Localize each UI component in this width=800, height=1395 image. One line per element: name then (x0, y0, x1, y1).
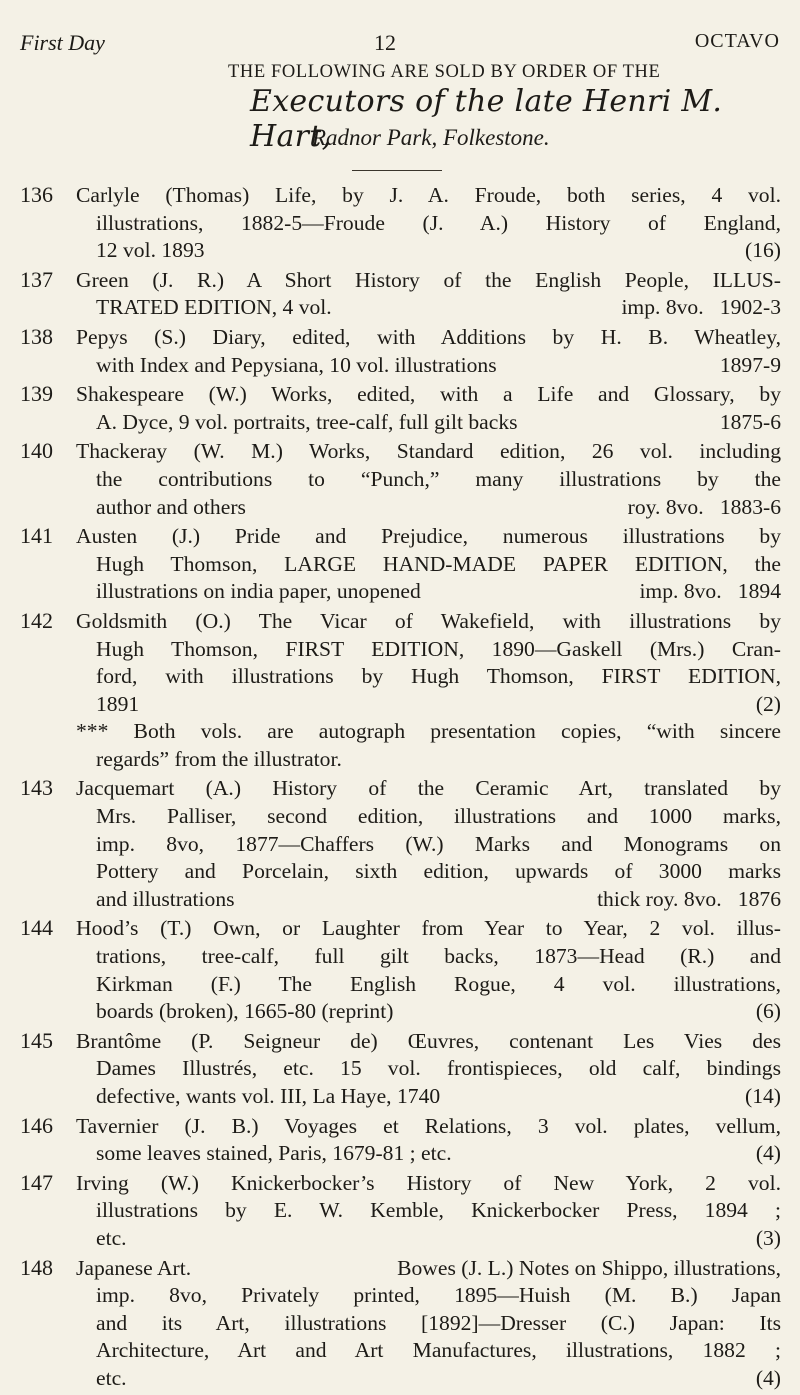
lot-description (76, 1028, 781, 1111)
note-line: *** Both vols. are autograph presentation copies, “with sincere (76, 719, 781, 744)
lot-line: Carlyle (Thomas) Life, by J. A. Froude, both series, 4 vol. (76, 183, 781, 207)
header-format: OCTAVO (694, 30, 780, 52)
lot-number: 143 (20, 775, 53, 801)
lot-line: Hood’s (T.) Own, or Laughter from Year to Year, 2 vol. illus- (76, 916, 781, 941)
lot-number: 142 (20, 607, 53, 633)
lot-description (76, 381, 781, 436)
lot-entry (0, 1170, 800, 1253)
lot-line: Austen (J.) Pride and Prejudice, numerous illustrations by (76, 524, 781, 549)
lot-line: and illustrations thick roy. 8vo. 1876 (96, 886, 781, 911)
lot-description (76, 915, 781, 1025)
lot-entry (0, 324, 800, 379)
lot-description (76, 438, 781, 521)
lot-line: trations, tree-calf, full gilt backs, 1873—Head (R.) and (96, 944, 781, 969)
lot-number: 136 (20, 182, 53, 207)
lot-line: illustrations by E. W. Kemble, Knickerbocker Press, 1894 ; (96, 1198, 781, 1223)
lot-note (76, 718, 781, 773)
lot-number: 140 (20, 438, 53, 464)
lot-line: TRATED EDITION, 4 vol. imp. 8vo. 1902-3 (96, 295, 781, 320)
lot-number: 148 (20, 1254, 53, 1280)
lot-number: 141 (20, 523, 53, 549)
lot-line: Dames Illustrés, etc. 15 vol. frontispieces, old calf, bindings (96, 1056, 781, 1081)
lot-line: Thackeray (W. M.) Works, Standard edition, 26 vol. including (76, 439, 781, 464)
lot-line: imp. 8vo, Privately printed, 1895—Huish (M. B.) Japan (96, 1283, 781, 1308)
divider (352, 170, 442, 171)
lot-line: Goldsmith (O.) The Vicar of Wakefield, with illustrations by (76, 608, 781, 633)
lot-line: some leaves stained, Paris, 1679-81 ; etc. (4) (96, 1141, 781, 1166)
lot-line: A. Dyce, 9 vol. portraits, tree-calf, full gilt backs 1875-6 (96, 409, 781, 434)
lot-entry (0, 1255, 800, 1393)
lot-line: 1891 (2) (96, 691, 781, 716)
lot-line: illustrations, 1882-5—Froude (J. A.) History of England, (96, 210, 781, 235)
lot-line: etc. (3) (96, 1225, 781, 1250)
lot-line: author and others roy. 8vo. 1883-6 (96, 494, 781, 519)
lot-description (76, 267, 781, 322)
lot-line: Japanese Art. Bowes (J. L.) Notes on Shippo, illustrations, (76, 1255, 781, 1280)
lot-line: Pottery and Porcelain, sixth edition, upwards of 3000 marks (96, 859, 781, 884)
lot-description (76, 182, 781, 265)
lot-entry (0, 1028, 800, 1111)
executors-heading: Executors of the late Henri M. Hart, (250, 84, 723, 154)
lot-entry (0, 182, 800, 265)
lot-line: etc. (4) (96, 1365, 781, 1390)
address-line: Radnor Park, Folkestone. (312, 125, 550, 150)
lot-line: illustrations on india paper, unopened imp. 8vo. 1894 (96, 579, 781, 604)
lot-line: Jacquemart (A.) History of the Ceramic Art, translated by (76, 776, 781, 801)
lot-number: 144 (20, 915, 53, 941)
lot-line: Brantôme (P. Seigneur de) Œuvres, contenant Les Vies des (76, 1028, 781, 1053)
lot-line: Green (J. R.) A Short History of the English People, ILLUS- (76, 267, 781, 292)
lot-description (76, 775, 781, 913)
sale-notice: THE FOLLOWING ARE SOLD BY ORDER OF THE (228, 62, 661, 82)
lot-entry (0, 523, 800, 606)
lot-line: Kirkman (F.) The English Rogue, 4 vol. illustrations, (96, 971, 781, 996)
lot-line: Pepys (S.) Diary, edited, with Additions by H. B. Wheatley, (76, 324, 781, 349)
header-day: First Day (20, 30, 105, 55)
lot-line: ford, with illustrations by Hugh Thomson, FIRST EDITION, (96, 664, 781, 689)
lot-number: 146 (20, 1112, 53, 1138)
lot-description (76, 324, 781, 379)
lot-line: and its Art, illustrations [1892]—Dresser (C.) Japan: Its (96, 1310, 781, 1335)
note-line: regards” from the illustrator. (96, 746, 342, 771)
lot-line: the contributions to “Punch,” many illustrations by the (96, 466, 781, 491)
lot-entry (0, 1113, 800, 1168)
lot-line: Tavernier (J. B.) Voyages et Relations, 3 vol. plates, vellum, (76, 1113, 781, 1138)
lot-line: Irving (W.) Knickerbocker’s History of New York, 2 vol. (76, 1170, 781, 1195)
lot-line: 12 vol. 1893 (16) (96, 238, 781, 263)
lot-line: with Index and Pepysiana, 10 vol. illustrations 1897-9 (96, 352, 781, 377)
lot-line: imp. 8vo, 1877—Chaffers (W.) Marks and Monograms on (96, 831, 781, 856)
lot-line: Shakespeare (W.) Works, edited, with a Life and Glossary, by (76, 382, 781, 407)
lot-number: 139 (20, 381, 53, 407)
lot-line: Architecture, Art and Art Manufactures, illustrations, 1882 ; (96, 1338, 781, 1363)
lot-description (76, 1255, 781, 1393)
lot-number: 138 (20, 323, 53, 349)
lot-description (76, 608, 781, 718)
lot-entry (0, 775, 800, 913)
page-number: 12 (374, 30, 396, 55)
lot-entry (0, 915, 800, 1025)
lot-description (76, 1113, 781, 1168)
lot-number: 147 (20, 1169, 53, 1195)
lot-entry (0, 608, 800, 774)
lot-entry (0, 381, 800, 436)
lot-entry (0, 438, 800, 521)
lot-line: defective, wants vol. III, La Haye, 1740 (14) (96, 1084, 781, 1108)
lot-number: 145 (20, 1027, 53, 1053)
lot-line: Hugh Thomson, FIRST EDITION, 1890—Gaskell (Mrs.) Cran- (96, 636, 781, 661)
lot-line: Mrs. Palliser, second edition, illustrations and 1000 marks, (96, 804, 781, 829)
lot-number: 137 (20, 266, 53, 292)
running-header (0, 30, 800, 60)
lot-line: Hugh Thomson, LARGE HAND-MADE PAPER EDITION, the (96, 551, 781, 576)
lot-description (76, 1170, 781, 1253)
lot-line: boards (broken), 1665-80 (reprint) (6) (96, 999, 781, 1024)
lot-entry (0, 267, 800, 322)
lot-list (0, 182, 800, 1395)
lot-description (76, 523, 781, 606)
